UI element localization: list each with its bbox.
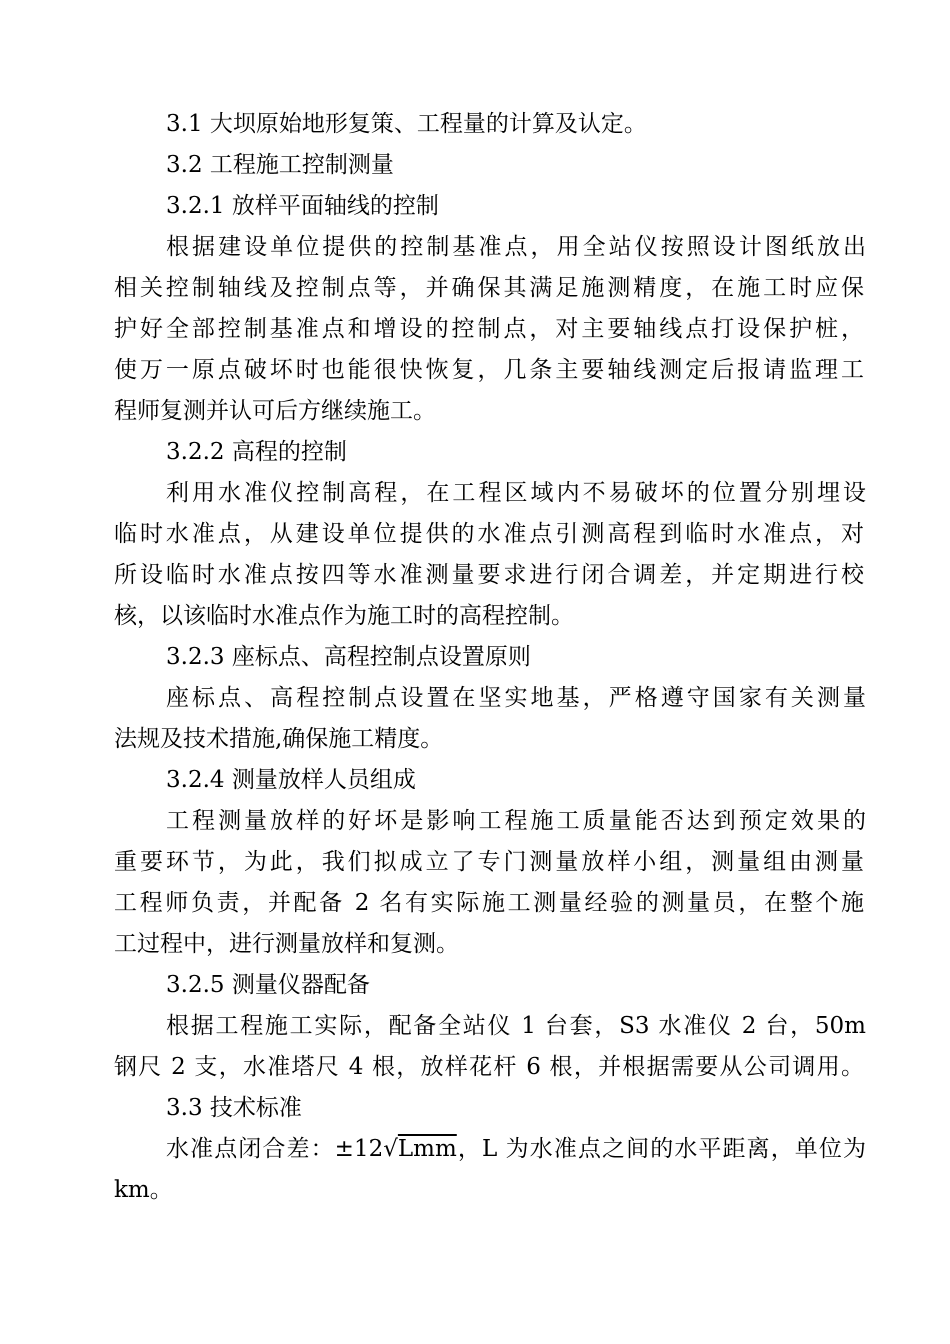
paragraph-line: 使万一原点破坏时也能很快恢复，几条主要轴线测定后报请监理工: [114, 357, 864, 383]
paragraph-line: 根据建设单位提供的控制基准点，用全站仪按照设计图纸放出: [166, 234, 866, 260]
paragraph-line: 程师复测并认可后方继续施工。: [114, 398, 436, 424]
paragraph-line: 相关控制轴线及控制点等，并确保其满足施测精度，在施工时应保: [114, 275, 864, 301]
heading-3-3: 3.3 技术标准: [166, 1095, 302, 1121]
heading-3-2-4: 3.2.4 测量放样人员组成: [166, 767, 416, 793]
paragraph-line: 护好全部控制基准点和增设的控制点，对主要轴线点打设保护桩，: [114, 316, 864, 342]
heading-3-2-5: 3.2.5 测量仪器配备: [166, 972, 370, 998]
heading-3-1: 3.1 大坝原始地形复策、工程量的计算及认定。: [166, 111, 647, 137]
heading-3-2-1: 3.2.1 放样平面轴线的控制: [166, 193, 439, 219]
heading-3-2-3: 3.2.3 座标点、高程控制点设置原则: [166, 644, 531, 670]
formula-prefix: 水准点闭合差：±12√: [166, 1136, 398, 1162]
paragraph-line: 工过程中，进行测量放样和复测。: [114, 931, 459, 957]
heading-3-2-2: 3.2.2 高程的控制: [166, 439, 347, 465]
paragraph-line: 钢尺 2 支，水准塔尺 4 根，放样花杆 6 根，并根据需要从公司调用。: [114, 1054, 864, 1080]
paragraph-line: 临时水准点，从建设单位提供的水准点引测高程到临时水准点，对: [114, 521, 864, 547]
paragraph-line: km。: [114, 1177, 173, 1203]
paragraph-line: 核，以该临时水准点作为施工时的高程控制。: [114, 603, 574, 629]
paragraph-line: 座标点、高程控制点设置在坚实地基，严格遵守国家有关测量: [166, 685, 866, 711]
paragraph-line: 工程测量放样的好坏是影响工程施工质量能否达到预定效果的: [166, 808, 866, 834]
formula-line: [166, 1129, 866, 1170]
paragraph-line: 根据工程施工实际，配备全站仪 1 台套，S3 水准仪 2 台，50m: [166, 1013, 866, 1039]
paragraph-line: 法规及技术措施,确保施工精度。: [114, 726, 444, 752]
formula-suffix: ，L 为水准点之间的水平距离，单位为: [456, 1136, 866, 1162]
paragraph-line: 所设临时水准点按四等水准测量要求进行闭合调差，并定期进行校: [114, 562, 864, 588]
heading-3-2: 3.2 工程施工控制测量: [166, 152, 394, 178]
paragraph-line: 工程师负责，并配备 2 名有实际施工测量经验的测量员，在整个施: [114, 890, 864, 916]
paragraph-line: 重要环节，为此，我们拟成立了专门测量放样小组，测量组由测量: [114, 849, 864, 875]
paragraph-line: 利用水准仪控制高程，在工程区域内不易破坏的位置分别埋设: [166, 480, 866, 506]
formula-radicand: Lmm: [397, 1136, 457, 1162]
